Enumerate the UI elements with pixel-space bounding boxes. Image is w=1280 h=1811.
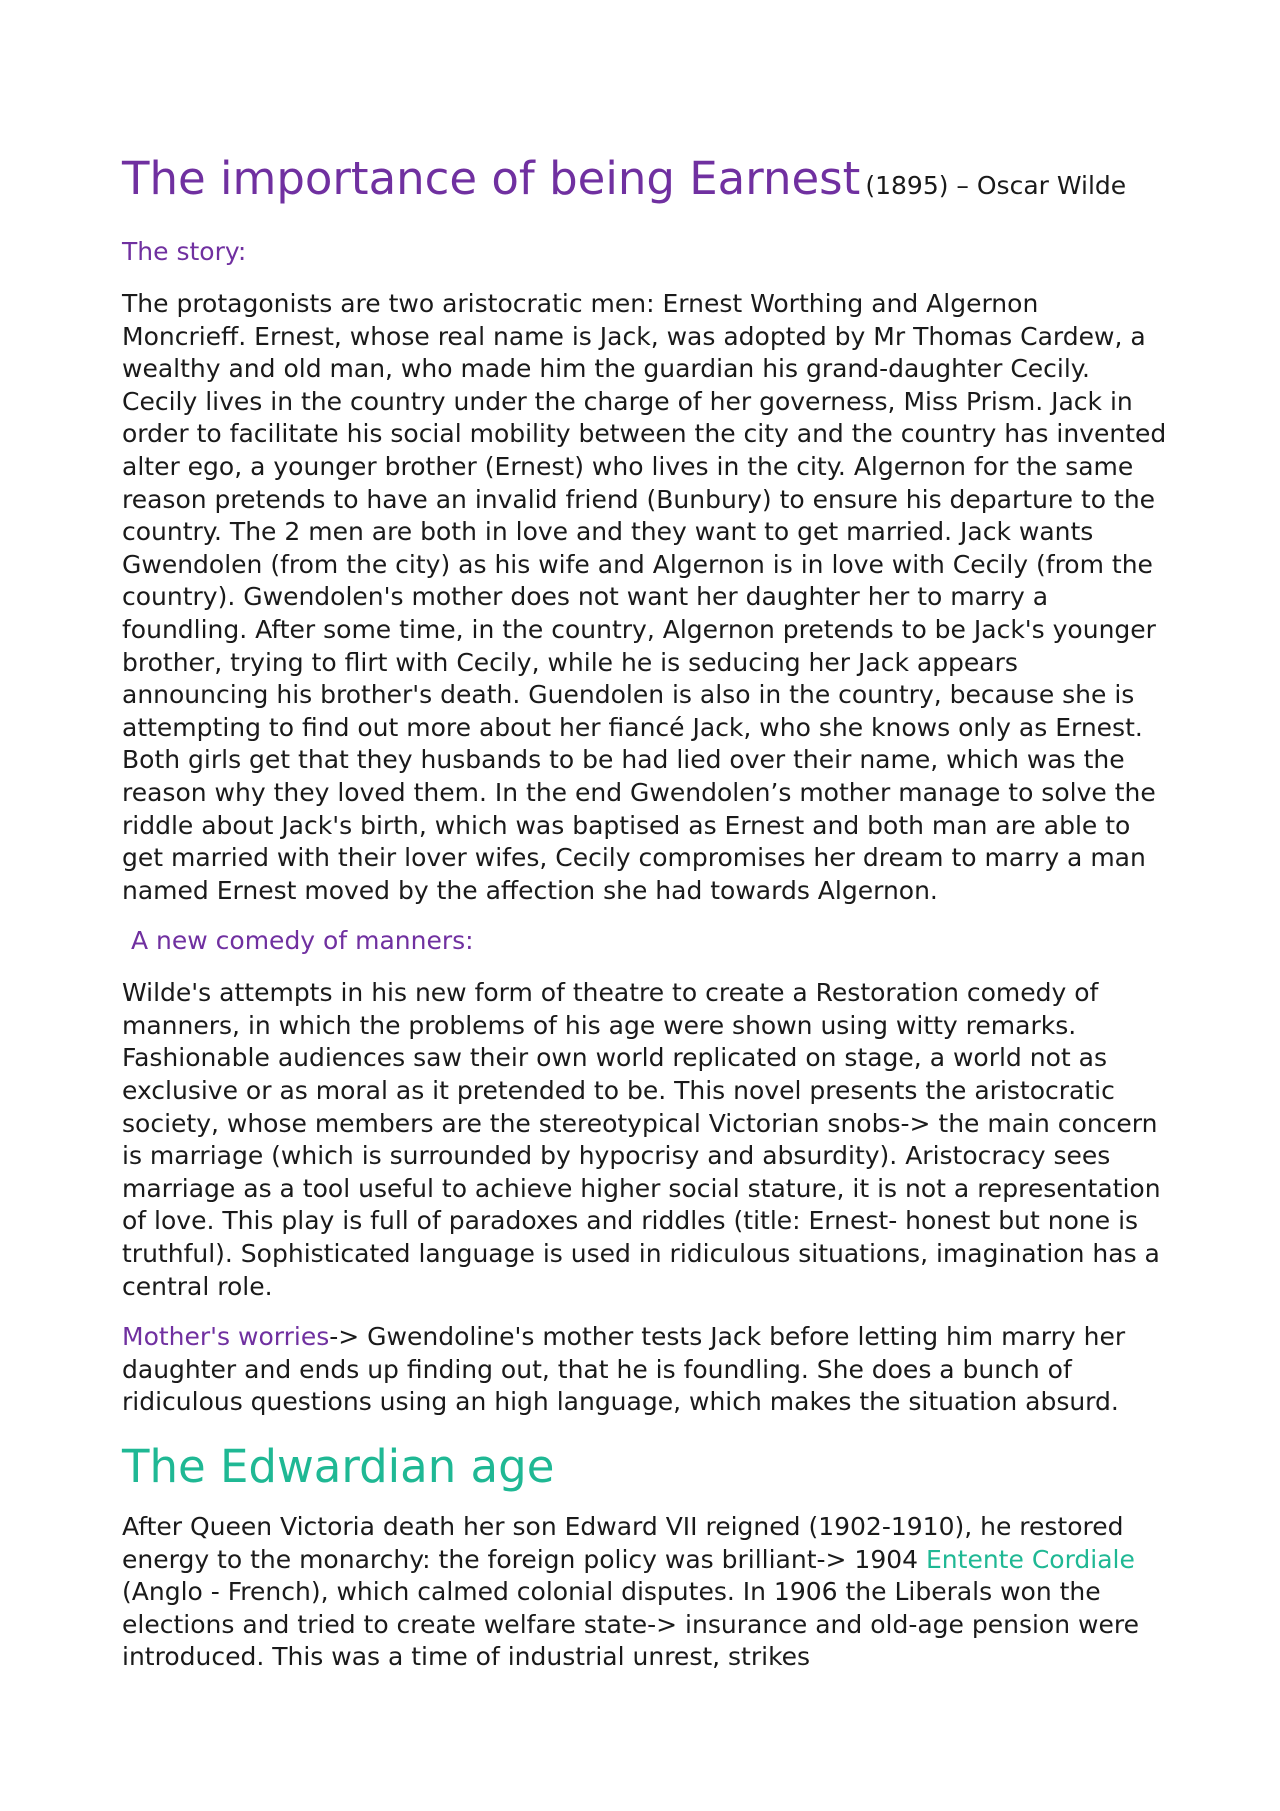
entente-cordiale-highlight: Entente Cordiale bbox=[926, 1544, 1135, 1574]
comedy-heading: A new comedy of manners: bbox=[131, 926, 474, 956]
title-main: The importance of being Earnest bbox=[122, 152, 861, 205]
document-page bbox=[122, 150, 1167, 1692]
document-title bbox=[122, 150, 1167, 218]
edwardian-text-before: After Queen Victoria death her son Edward VII reigned (1902-1910), he restored energy to the monarchy: the foreign policy was brilliant-> 1904 bbox=[122, 1512, 1124, 1574]
mothers-text: -> Gwendoline's mother tests Jack before letting him marry her daughter and ends up finding out, that he is foundling. She does a bunch of ridiculous questions using an high language, which makes the situation absurd. bbox=[122, 1322, 1126, 1417]
comedy-paragraph: Wilde's attempts in his new form of theatre to create a Restoration comedy of manners, in which the problems of his age were shown using witty remarks. Fashionable audiences saw their own world replicated on stage, a world not as exclusive or as moral as it pretended to be. This novel presents the aristocratic society, whose members are the stereotypical Victorian snobs-> the main concern is marriage (which is surrounded by hypocrisy and absurdity). Aristocracy sees marriage as a tool useful to achieve higher social stature, it is not a representation of love. This play is full of paradoxes and riddles (title: Ernest- honest but none is truthful). Sophisticated language is used in ridiculous situations, imagination has a central role. bbox=[122, 978, 1161, 1301]
mothers-label: Mother's worries bbox=[122, 1322, 330, 1352]
story-paragraph: The protagonists are two aristocratic men: Ernest Worthing and Algernon Moncrieff. Ernest, whose real name is Jack, was adopted by Mr Thomas Cardew, a wealthy and old man, who made him the guardian his grand-daughter Cecily. Cecily lives in the country under the charge of her governess, Miss Prism. Jack in order to facilitate his social mobility between the city and the country has invented alter ego, a younger brother (Ernest) who lives in the city. Algernon for the same reason pretends to have an invalid friend (Bunbury) to ensure his departure to the country. The 2 men are both in love and they want to get married. Jack wants Gwendolen (from the city) as his wife and Algernon is in love with Cecily (from the country). Gwendolen's mother does not want her daughter her to marry a foundling. After some time, in the country, Algernon pretends to be Jack's younger brother, trying to flirt with Cecily, while he is seducing her Jack appears announcing his brother's death. Guendolen is also in the country, because she is attempting to find out more about her fiancé Jack, who she knows only as Ernest. Both girls get that they husbands to be had lied over their name, which was the reason why they loved them. In the end Gwendolen’s mother manage to solve the riddle about Jack's birth, which was baptised as Ernest and both man are able to get married with their lover wifes, Cecily compromises her dream to marry a man named Ernest moved by the affection she had towards Algernon. bbox=[122, 289, 1167, 905]
title-meta: (1895) – Oscar Wilde bbox=[865, 171, 1127, 200]
edwardian-heading: The Edwardian age bbox=[122, 1440, 555, 1493]
mothers-paragraph bbox=[122, 1321, 1167, 1419]
story-heading: The story: bbox=[122, 237, 247, 266]
edwardian-text-after: (Anglo - French), which calmed colonial disputes. In 1906 the Liberals won the elections and tried to create welfare state-> insurance and old-age pension were introduced. This was a time of industrial unrest, strikes bbox=[122, 1577, 1139, 1672]
edwardian-paragraph bbox=[122, 1511, 1167, 1674]
